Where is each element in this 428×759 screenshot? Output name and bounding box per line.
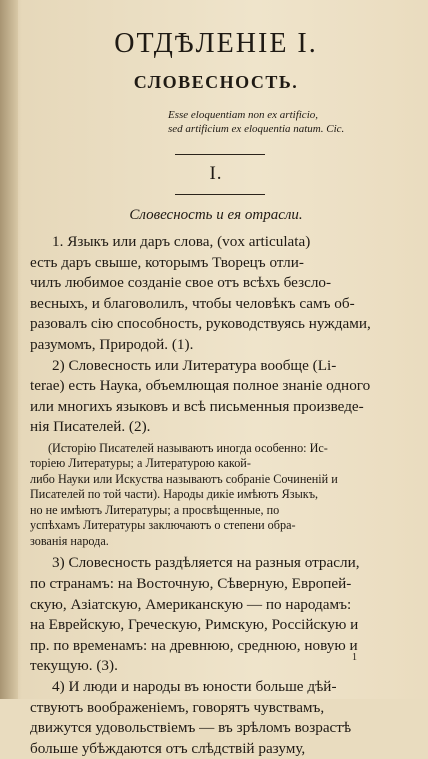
text-line: 4) И люди и народы въ юности больше дѣй- (52, 678, 337, 695)
divider-rule-top (175, 154, 265, 155)
epigraph-line: sed artificium ex eloquentia natum. Cic. (168, 123, 345, 135)
text-line: на Еврейскую, Греческую, Римскую, Россiйскую и (30, 616, 359, 634)
text-line: 1. Языкъ или даръ слова, (vox articulata) (52, 233, 311, 250)
chapter-title: Словесность и ея отрасли. (129, 207, 303, 223)
text-line: текущую. (3). (30, 657, 118, 675)
body-text (30, 232, 402, 759)
note-line: зованiя народа. (30, 533, 109, 548)
divider-rule-bottom (175, 194, 265, 195)
text-line: скую, Азiатскую, Американскую — по народамъ: (30, 595, 352, 613)
paragraph-2 (30, 356, 402, 438)
note-line: либо Науки или Искуства называютъ собранiе Сочиненiй и (30, 471, 338, 486)
signature-mark: 1 (352, 652, 357, 663)
note-line: успѣхамъ Литературы заключаютъ о степени обра- (30, 518, 296, 533)
paragraph-4 (30, 677, 402, 759)
epigraph (168, 108, 398, 136)
text-line: разовалъ сiю способность, руководствуясь нуждами, (30, 315, 371, 333)
paragraph-1 (30, 232, 402, 356)
text-line: нiя Писателей. (2). (30, 418, 151, 436)
section-title: ОТДѢЛЕНIЕ I. (114, 28, 318, 59)
paragraph-3 (30, 553, 402, 677)
text-line: или многихъ языковъ и всѣ письменныя произведе- (30, 397, 364, 415)
epigraph-line: Esse eloquentiam non ex artificio, (168, 109, 318, 121)
chapter-number: I. (209, 163, 223, 184)
text-line: 2) Словесность или Литература вообще (Li- (52, 356, 337, 374)
text-line: по странамъ: на Восточную, Сѣверную, Европей- (30, 575, 352, 593)
text-line: terae) есть Наука, объемлющая полное знанiе одного (30, 377, 371, 395)
text-line: есть даръ свыше, которымъ Творецъ отли- (30, 253, 304, 271)
note-line: Писателей по той части). Народы дикiе имѣютъ Языкъ, (30, 487, 319, 502)
footnote-block (30, 441, 402, 550)
note-line: но не имѣютъ Литературы; а просвѣщенные, по (30, 502, 280, 517)
section-subtitle: СЛОВЕСНОСТЬ. (133, 72, 299, 92)
text-line: разумомъ, Природой. (1). (30, 335, 194, 353)
note-line: торiею Литературы; а Литературою какой- (30, 456, 251, 471)
note-line: (Исторiю Писателей называютъ иногда особенно: Ис- (48, 440, 328, 455)
text-line: больше убѣждаются отъ слѣдствiй разуму, (30, 739, 306, 757)
text-line: 3) Словесность раздѣляется на разныя отрасли, (52, 554, 360, 572)
text-line: весныхъ, и благоволилъ, чтобы человѣкъ самъ об- (30, 294, 355, 312)
text-line: пр. по временамъ: на древнюю, среднюю, новую и (30, 636, 358, 654)
text-line: ствуютъ воображенiемъ, говорятъ чувствамъ, (30, 698, 325, 716)
text-line: чилъ любимое созданiе свое отъ всѣхъ безсло- (30, 274, 332, 292)
text-line: движутся удовольствiемъ — въ зрѣломъ возрастѣ (30, 719, 352, 737)
page-gutter (0, 0, 18, 699)
